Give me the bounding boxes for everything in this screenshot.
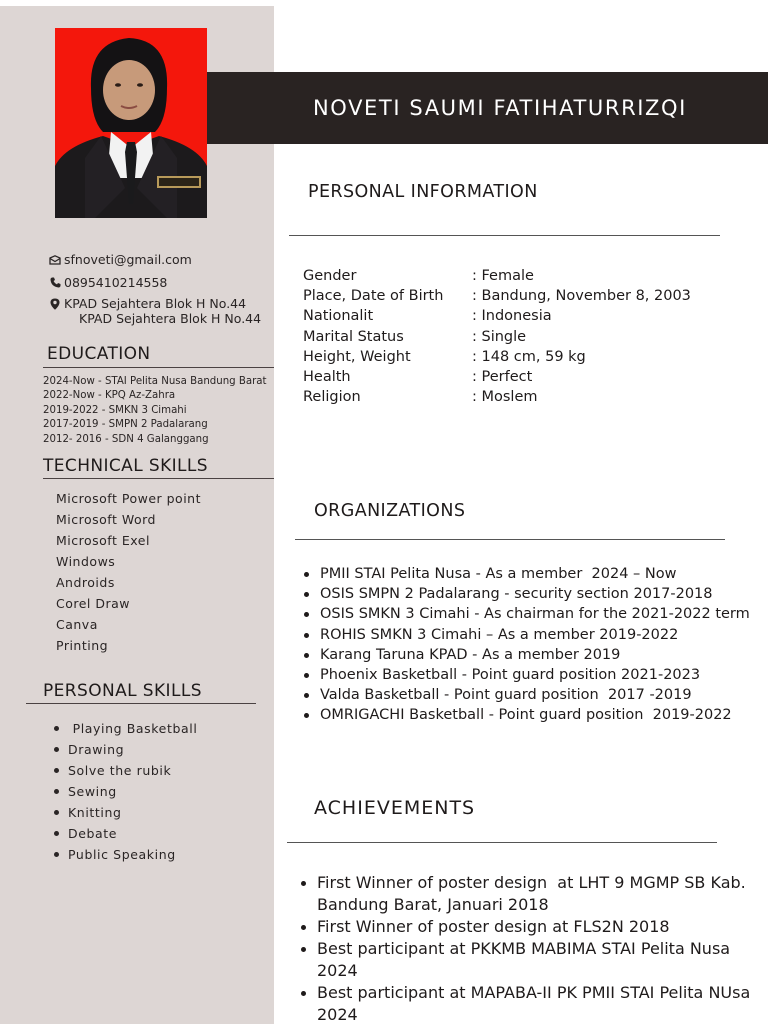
address-line1: KPAD Sejahtera Blok H No.44 <box>64 296 247 311</box>
list-item: Phoenix Basketball - Point guard position 2021-2023 <box>302 665 750 685</box>
list-item: Corel Draw <box>56 596 131 611</box>
address-line2: KPAD Sejahtera Blok H No.44 <box>79 311 262 326</box>
list-item: 2017-2019 - SMPN 2 Padalarang <box>43 419 208 431</box>
list-item: First Winner of poster design at LHT 9 MGMP SB Kab. Bandung Barat, Januari 2018 <box>299 872 757 916</box>
personal-skills-list <box>54 718 197 865</box>
list-item: Debate <box>54 823 197 844</box>
education-heading: EDUCATION <box>47 344 151 364</box>
list-item: Androids <box>56 575 115 590</box>
technical-skills-divider <box>43 478 274 479</box>
list-item: Playing Basketball <box>54 718 197 739</box>
personal-information-table <box>303 266 691 407</box>
list-item: Microsoft Exel <box>56 533 150 548</box>
info-row: Health : Perfect <box>303 369 533 386</box>
phone-text: 0895410214558 <box>64 275 168 290</box>
list-item: Valda Basketball - Point guard position 2017 -2019 <box>302 685 750 705</box>
organizations-heading: ORGANIZATIONS <box>314 501 466 521</box>
personal-skills-heading: PERSONAL SKILLS <box>43 681 202 701</box>
technical-skills-heading: TECHNICAL SKILLS <box>43 456 208 476</box>
list-item: 2019-2022 - SMKN 3 Cimahi <box>43 404 187 416</box>
name-banner <box>207 72 768 144</box>
list-item: Public Speaking <box>54 844 197 865</box>
list-item: Microsoft Power point <box>56 491 202 506</box>
list-item: 2024-Now - STAI Pelita Nusa Bandung Barat <box>43 376 267 387</box>
full-name: NOVETI SAUMI FATIHATURRIZQI <box>313 96 687 120</box>
technical-skills-list <box>56 488 201 656</box>
list-item: Windows <box>56 554 116 569</box>
education-list <box>43 375 267 447</box>
personal-skills-divider <box>26 703 256 704</box>
achievements-list <box>299 872 757 1026</box>
list-item: OMRIGACHI Basketball - Point guard position 2019-2022 <box>302 705 750 725</box>
list-item: Sewing <box>54 781 197 802</box>
list-item: PMII STAI Pelita Nusa - As a member 2024 – Now <box>302 564 750 584</box>
info-row: Height, Weight : 148 cm, 59 kg <box>303 348 586 365</box>
list-item: 2022-Now - KPQ Az-Zahra <box>43 390 176 402</box>
list-item: Solve the rubik <box>54 760 197 781</box>
list-item: First Winner of poster design at FLS2N 2018 <box>299 916 757 938</box>
list-item: Drawing <box>54 739 197 760</box>
list-item: 2012- 2016 - SDN 4 Galanggang <box>43 433 209 445</box>
contact-phone <box>48 275 167 290</box>
info-row: Religion : Moslem <box>303 389 538 406</box>
education-divider <box>43 367 274 368</box>
list-item: Best participant at MAPABA-II PK PMII STAI Pelita NUsa 2024 <box>299 982 757 1026</box>
list-item: ROHIS SMKN 3 Cimahi – As a member 2019-2022 <box>302 625 750 645</box>
email-text: sfnoveti@gmail.com <box>64 252 192 267</box>
phone-icon <box>48 276 62 290</box>
list-item: Microsoft Word <box>56 512 156 527</box>
list-item: Printing <box>56 638 109 653</box>
contact-email <box>48 252 192 267</box>
list-item: Canva <box>56 617 98 632</box>
organizations-list <box>302 564 750 726</box>
achievements-heading: ACHIEVEMENTS <box>314 797 476 819</box>
info-row: Place, Date of Birth : Bandung, November 8, 2003 <box>303 288 691 305</box>
personal-information-divider <box>289 235 720 236</box>
achievements-divider <box>287 842 717 843</box>
list-item: Best participant at PKKMB MABIMA STAI Pelita Nusa 2024 <box>299 938 757 982</box>
list-item: OSIS SMPN 2 Padalarang - security section 2017-2018 <box>302 584 750 604</box>
list-item: OSIS SMKN 3 Cimahi - As chairman for the 2021-2022 term <box>302 604 750 624</box>
contact-address <box>48 296 246 311</box>
email-icon <box>48 253 62 267</box>
info-row: Gender : Female <box>303 268 534 284</box>
location-icon <box>48 297 62 311</box>
list-item: Knitting <box>54 802 197 823</box>
info-row: Nationalit : Indonesia <box>303 308 552 325</box>
list-item: Karang Taruna KPAD - As a member 2019 <box>302 645 750 665</box>
profile-photo <box>55 28 207 218</box>
organizations-divider <box>295 539 725 540</box>
personal-information-heading: PERSONAL INFORMATION <box>308 182 538 202</box>
info-row: Marital Status : Single <box>303 328 527 345</box>
